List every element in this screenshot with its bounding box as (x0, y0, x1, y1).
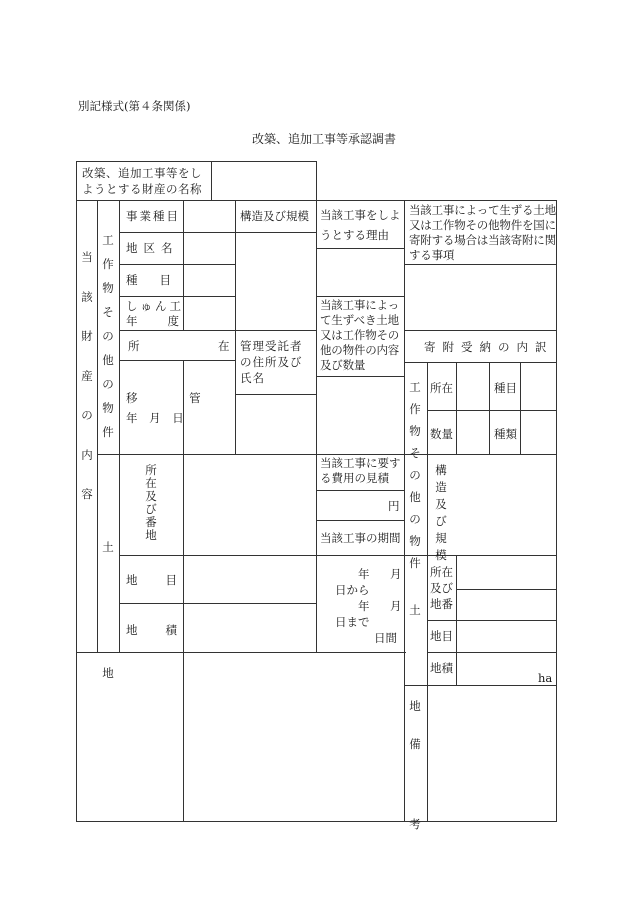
period-until: 日まで (335, 615, 370, 629)
right-structure-group-wrap (407, 376, 423, 574)
work-period-label: 当該工事の期間 (320, 531, 401, 545)
r-land-category-label: 地目 (430, 629, 453, 643)
section-label-contents (79, 238, 95, 515)
land-location-lot-label: 所在及び番地 (145, 463, 157, 542)
transfer-label-2: 年 月 日 (126, 411, 188, 425)
r-kind-label: 種目 (494, 381, 517, 395)
transfer-label-1: 移 管 (126, 391, 225, 405)
period-year-2: 年 (358, 599, 370, 613)
r-structure-scale-label: 構造及び規模 (435, 463, 447, 562)
resulting-items-label: 当該工事によって生ずべき土地又は工作物その他の物件の内容及び数量 (320, 298, 400, 372)
location-label-1: 所 (128, 339, 140, 353)
district-name-label: 地区名 (126, 241, 179, 255)
land-group-label-wrap (100, 484, 116, 736)
r-land-area-label: 地積 (430, 661, 453, 675)
r-structure-scale-wrap (433, 462, 449, 564)
location-label-2: 在 (218, 339, 230, 353)
donation-details-label: 寄附受納の内訳 (424, 340, 554, 354)
structure-group-label-wrap (100, 228, 116, 444)
structure-scale-label: 構造及び規模 (240, 209, 309, 223)
property-name-label: 改築、追加工事等をしようとする財産の名称 (82, 166, 202, 196)
period-month-1: 月 (390, 567, 402, 581)
right-land-group-label: 土地 (409, 603, 421, 713)
work-reason-label: 当該工事をしようとする理由 (320, 208, 401, 242)
r-quantity-label: 数量 (430, 427, 453, 441)
manager-address-label: 管理受託者の住所及び氏名 (240, 339, 303, 385)
remarks-wrap (407, 704, 423, 864)
yen-unit: 円 (388, 499, 400, 513)
kind-label: 種目 (126, 273, 193, 287)
completion-year-label: しゅん工 (126, 299, 184, 313)
form-reference: 別記様式(第４条関係) (78, 99, 191, 113)
land-location-lot-wrap (144, 464, 160, 542)
period-month-2: 月 (390, 599, 402, 613)
remarks-label: 備考 (409, 737, 421, 831)
r-type-label: 種類 (494, 427, 517, 441)
period-from: 日から (335, 583, 370, 597)
donation-note-label: 当該工事によって生ずる土地又は工作物その他物件を国に寄附する場合は当該寄附に関する事項 (409, 203, 556, 262)
land-category-label: 地目 (126, 573, 205, 587)
cost-estimate-label: 当該工事に要する費用の見積 (320, 456, 401, 485)
document-title: 改築、追加工事等承認調書 (252, 132, 397, 146)
business-type-label: 事業種目 (126, 209, 180, 223)
period-days: 日間 (374, 631, 397, 645)
completion-year-label-2: 年度 (126, 314, 209, 328)
period-year-1: 年 (358, 567, 370, 581)
ha-unit: ha (538, 671, 553, 685)
structure-group-label: 工作物その他の物件 (102, 233, 114, 439)
land-group-label: 土地 (102, 540, 114, 680)
right-structure-group-label: 工作物その他の物件 (409, 380, 421, 570)
r-location-lot-label: 所在及び地番 (430, 565, 453, 611)
r-location-label: 所在 (430, 381, 453, 395)
section-label: 当該財産の内容 (81, 250, 93, 501)
land-area-label: 地積 (126, 623, 205, 637)
